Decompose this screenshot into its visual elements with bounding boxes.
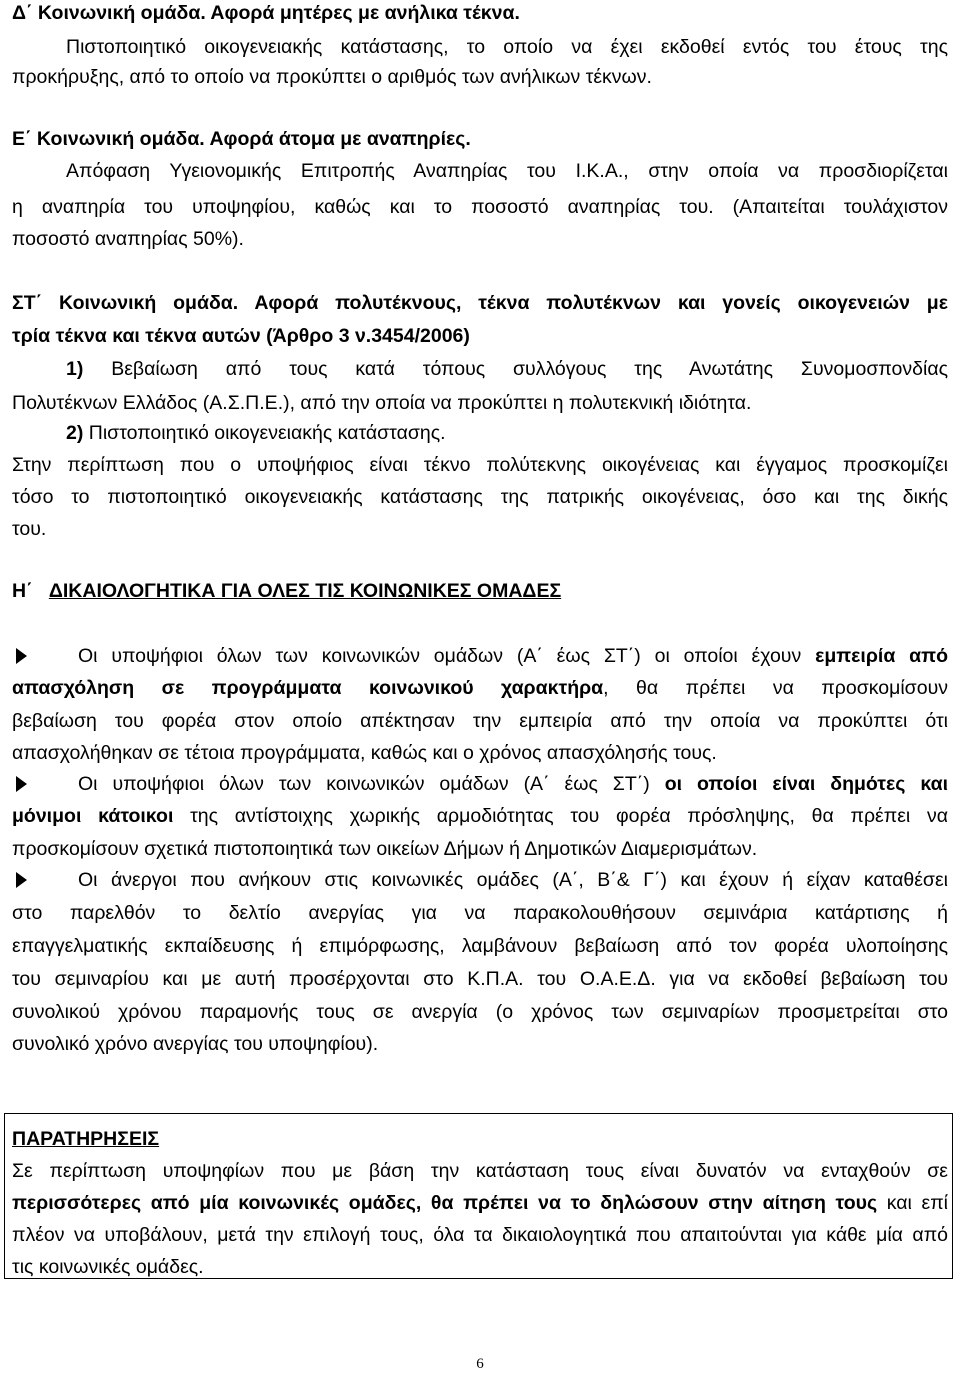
st-group-label: ΣΤ΄ Κοινωνική ομάδα. [12, 292, 239, 314]
st-item-1-num: 1) [66, 358, 84, 380]
st-group-heading [12, 290, 948, 316]
st-note-line: τόσο το πιστοποιητικό οικογενειακής κατάστασης της πατρικής οικογένειας, όσο και της δικής [12, 486, 948, 508]
st-item-2-num: 2) [66, 422, 84, 444]
notes-line [12, 1190, 948, 1216]
e-group-body-line: Απόφαση Υγειονομικής Επιτροπής Αναπηρίας του Ι.Κ.Α., στην οποία να προσδιορίζεται [66, 160, 948, 182]
bullet-3-line: συνολικού χρόνου παραμονής τους σε ανεργία (ο χρόνος των σεμιναρίων προσμετρείται στο [12, 1001, 948, 1023]
e-group-heading [12, 126, 948, 152]
right-triangle-bullet-icon [16, 643, 46, 669]
bullet-1-line [78, 643, 948, 669]
right-triangle-bullet-icon [16, 771, 46, 797]
st-item-1-text: Βεβαίωση από τους κατά τόπους συλλόγους της Ανωτάτης Συνομοσπονδίας [111, 358, 948, 380]
st-item-2-text: Πιστοποιητικό οικογενειακής κατάστασης. [88, 422, 446, 444]
notes-line: τις κοινωνικές ομάδες. [12, 1256, 204, 1278]
d-group-body-line: Πιστοποιητικό οικογενειακής κατάστασης, το οποίο να έχει εκδοθεί εντός του έτους της [66, 36, 948, 58]
st-note-line: του. [12, 518, 47, 540]
st-group-title: Αφορά πολυτέκνους, τέκνα πολυτέκνων και γονείς οικογενειών με [254, 292, 948, 314]
page-number: 6 [476, 1356, 484, 1372]
e-group-label: Ε΄ Κοινωνική ομάδα. [12, 128, 205, 150]
bullet-2-emphasis: μόνιμοι κάτοικοι [12, 805, 174, 827]
e-group-title: Αφορά άτομα με αναπηρίες. [209, 128, 471, 150]
h-section-label: Η΄ [12, 580, 33, 602]
notes-line: Σε περίπτωση υποψηφίων που με βάση την κατάσταση τους είναι δυνατόν να ενταχθούν σε [12, 1160, 948, 1182]
bullet-2-text: Οι υποψήφιοι όλων των κοινωνικών ομάδων (Α΄ έως ΣΤ΄) [78, 773, 665, 795]
st-group-title-line: τρία τέκνα και τέκνα αυτών (Άρθρο 3 ν.3454/2006) [12, 325, 470, 347]
h-section-heading [12, 578, 948, 604]
d-group-heading: Δ΄ Κοινωνική ομάδα. Αφορά μητέρες με ανήλικα τέκνα. [12, 2, 520, 24]
e-group-body-line: ποσοστό αναπηρίας 50%). [12, 228, 244, 250]
bullet-2-text: της αντίστοιχης χωρικής αρμοδιότητας του φορέα πρόσληψης, θα πρέπει να [173, 805, 948, 827]
st-item-1 [66, 356, 948, 382]
bullet-3-line: Οι άνεργοι που ανήκουν στις κοινωνικές ομάδες (Α΄, Β΄& Γ΄) και έχουν ή είχαν καταθέσει [78, 869, 948, 891]
bullet-1-emphasis: απασχόληση σε προγράμματα κοινωνικού χαρακτήρα [12, 677, 604, 699]
notes-title: ΠΑΡΑΤΗΡΗΣΕΙΣ [12, 1128, 160, 1150]
h-section-title: ΔΙΚΑΙΟΛΟΓΗΤΙΚΑ ΓΙΑ ΟΛΕΣ ΤΙΣ ΚΟΙΝΩΝΙΚΕΣ ΟΜΑΔΕΣ [48, 580, 562, 602]
bullet-1-text: Οι υποψήφιοι όλων των κοινωνικών ομάδων (Α΄ έως ΣΤ΄) οι οποίοι έχουν [78, 645, 816, 667]
st-item-1-line: Πολυτέκνων Ελλάδος (Α.Σ.Π.Ε.), από την οποία να προκύπτει η πολυτεκνική ιδιότητα. [12, 392, 752, 414]
bullet-3-line: συνολικό χρόνο ανεργίας του υποψηφίου). [12, 1033, 379, 1055]
bullet-1-line: βεβαίωση του φορέα στον οποίο απέκτησαν την εμπειρία από την οποία να προκύπτει ότι [12, 710, 948, 732]
bullet-3-line: στο παρελθόν το δελτίο ανεργίας για να παρακολουθήσουν σεμινάρια κατάρτισης ή [12, 902, 948, 924]
bullet-2-line [78, 771, 948, 797]
bullet-1-line: απασχολήθηκαν σε τέτοια προγράμματα, καθώς και ο χρόνος απασχόλησής τους. [12, 742, 717, 764]
st-note-line: Στην περίπτωση που ο υποψήφιος είναι τέκνο πολύτεκνης οικογένειας και έγγαμος προσκομίζει [12, 454, 948, 476]
notes-emphasis: περισσότερες από μία κοινωνικές ομάδες, θα πρέπει να το δηλώσουν στην αίτηση τους [12, 1192, 878, 1214]
d-group-body-line: προκήρυξης, από το οποίο να προκύπτει ο αριθμός των ανήλικων τέκνων. [12, 66, 652, 88]
bullet-1-line [12, 675, 948, 701]
bullet-3-line: του σεμιναρίου και με αυτή προσέρχονται στο Κ.Π.Α. του Ο.Α.Ε.Δ. για να εκδοθεί βεβαίωση του [12, 968, 948, 990]
bullet-2-line [12, 803, 948, 829]
bullet-2-emphasis: οι οποίοι είναι δημότες και [664, 773, 948, 795]
bullet-3-line: επαγγελματικής εκπαίδευσης ή επιμόρφωσης, λαμβάνουν βεβαίωση από τον φορέα υλοποίησης [12, 935, 948, 957]
bullet-1-emphasis: εμπειρία από [815, 645, 948, 667]
right-triangle-bullet-icon [16, 867, 46, 893]
bullet-2-line: προσκομίσουν σχετικά πιστοποιητικά των οικείων Δήμων ή Δημοτικών Διαμερισμάτων. [12, 838, 758, 860]
notes-line: πλέον να υποβάλουν, μετά την επιλογή τους, όλα τα δικαιολογητικά που απαιτούνται για κάθε μία από [12, 1224, 948, 1246]
bullet-1-text: , θα πρέπει να προσκομίσουν [603, 677, 948, 699]
e-group-body-line: η αναπηρία του υποψηφίου, καθώς και το ποσοστό αναπηρίας του. (Απαιτείται τουλάχιστον [12, 196, 948, 218]
notes-text: και επί [877, 1192, 948, 1214]
st-item-2 [66, 420, 960, 446]
